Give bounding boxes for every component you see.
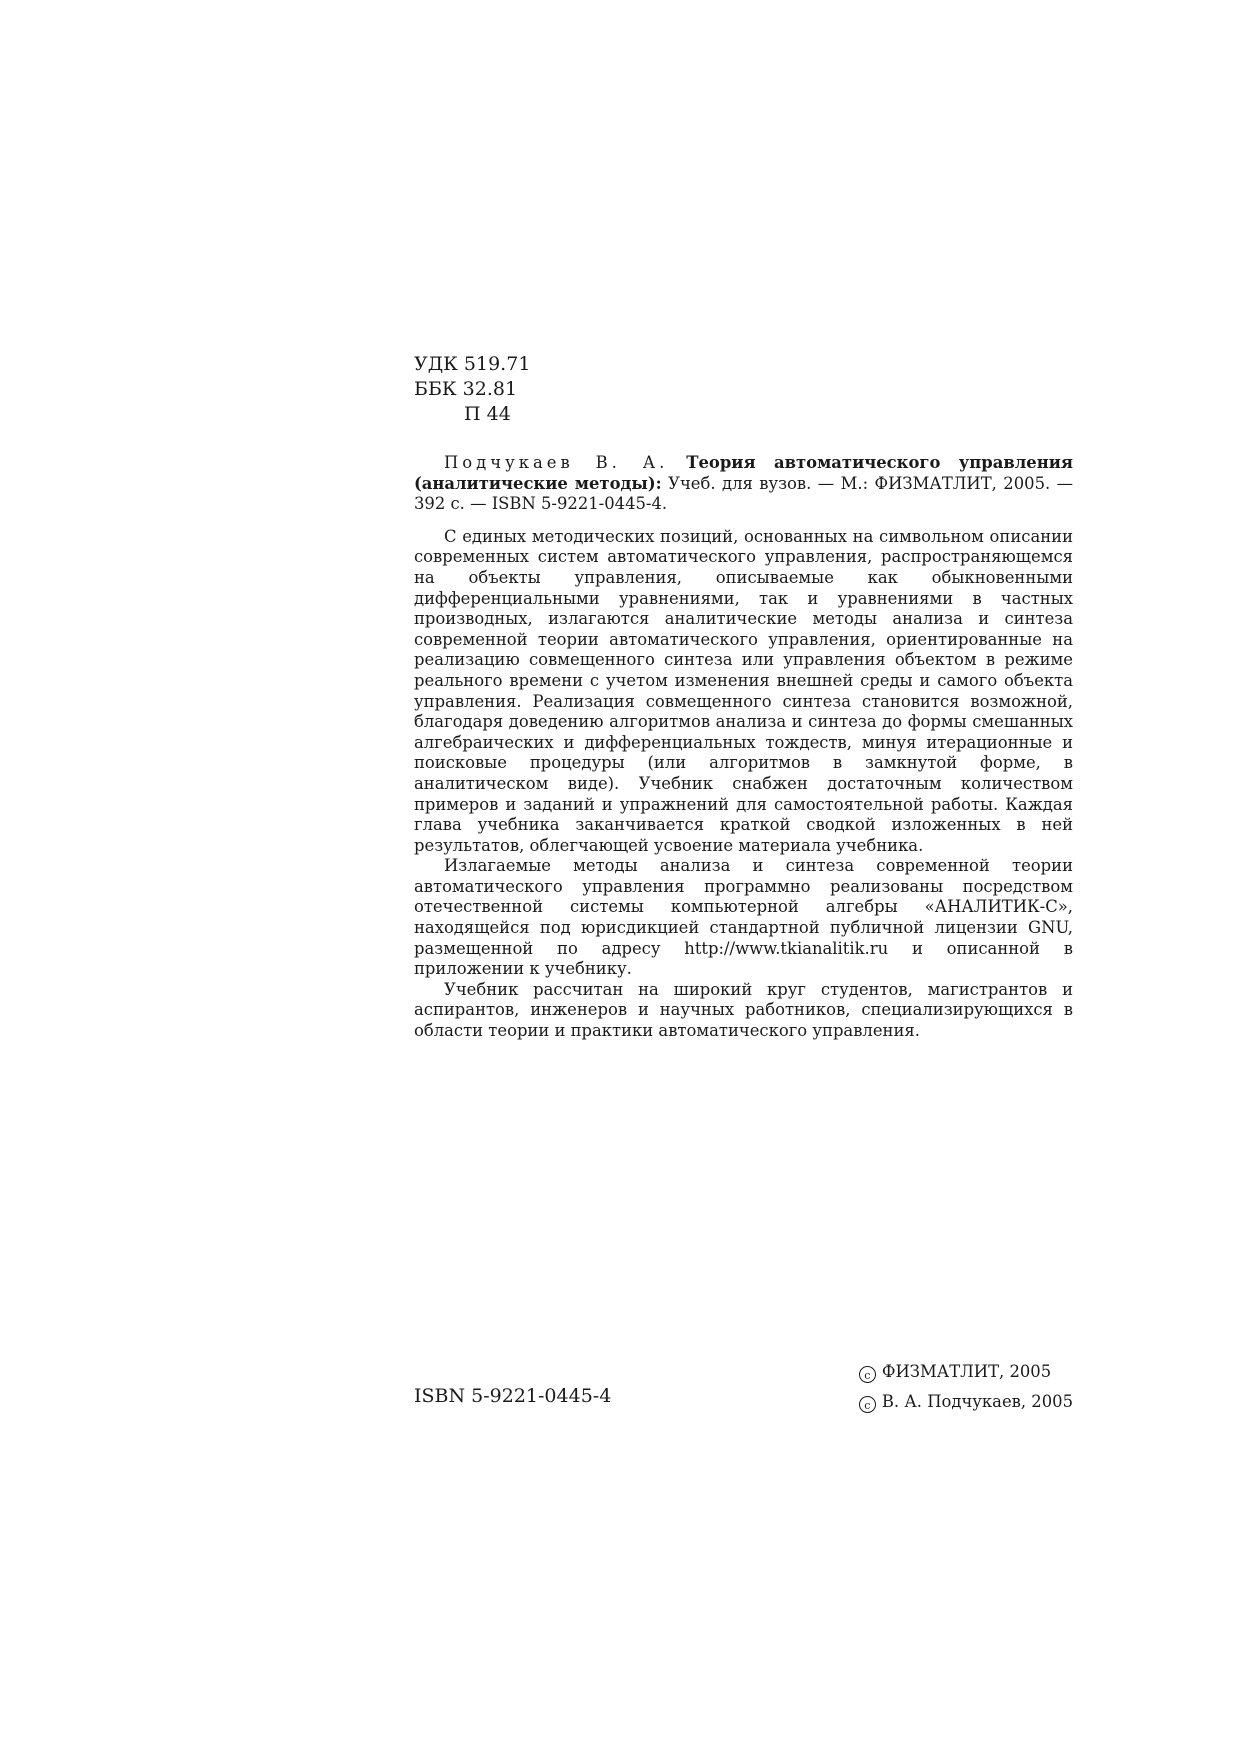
classification-block bbox=[414, 352, 530, 427]
bibliographic-entry bbox=[414, 453, 1073, 515]
copyright-publisher-text: ФИЗМАТЛИТ, 2005 bbox=[881, 1362, 1052, 1381]
isbn-footer: ISBN 5-9221-0445-4 bbox=[414, 1385, 612, 1407]
annotation-paragraph: Излагаемые методы анализа и синтеза современной теории автоматического управления программно реализованы посредством отечественной системы компьютерной алгебры «АНАЛИТИК-С», находящейся под юрисдикцией стандартной публичной лицензии GNU, размещенной по адресу http://www.tkianalitik.ru и описанной в приложении к учебнику. bbox=[414, 856, 1073, 979]
annotation-paragraph: С единых методических позиций, основанных на символьном описании современных систем автоматического управления, распространяющемся на объекты управления, описываемые как обыкновенными дифференциальными уравнениями, так и уравнениями в частных производных, излагаются аналитические методы анализа и синтеза современной теории автоматического управления, ориентированные на реализацию совмещенного синтеза или управления объектом в режиме реального времени с учетом изменения внешней среды и самого объекта управления. Реализация совмещенного синтеза становится возможной, благодаря доведению алгоритмов анализа и синтеза до формы смешанных алгебраических и дифференциальных тождеств, минуя итерационные и поисковые процедуры (или алгоритмов в замкнутой форме, в аналитическом виде). Учебник снабжен достаточным количеством примеров и заданий и упражнений для самостоятельной работы. Каждая глава учебника заканчивается краткой сводкой изложенных в ней результатов, облегчающей усвоение материала учебника. bbox=[414, 526, 1073, 855]
biblio-details: Учеб. для вузов. — М.: ФИЗМАТЛИТ, 2005. — 392 с. — ISBN 5-9221-0445-4. bbox=[414, 473, 1074, 514]
author-mark: П 44 bbox=[464, 403, 511, 425]
copyright-publisher bbox=[859, 1357, 1073, 1387]
copyright-icon: c bbox=[859, 1396, 876, 1413]
copyright-block bbox=[859, 1357, 1073, 1417]
biblio-title: Теория автоматического управления (аналитические методы): bbox=[414, 453, 1073, 493]
main-text-block bbox=[414, 453, 1073, 1042]
copyright-icon: c bbox=[859, 1366, 876, 1383]
biblio-author: Подчукаев В. А. bbox=[444, 453, 669, 472]
annotation bbox=[414, 527, 1073, 1042]
bbk-code: ББК 32.81 bbox=[414, 378, 518, 400]
copyright-author-text: В. А. Подчукаев, 2005 bbox=[881, 1392, 1073, 1411]
copyright-author bbox=[859, 1387, 1073, 1417]
udk-code: УДК 519.71 bbox=[414, 353, 531, 375]
annotation-paragraph: Учебник рассчитан на широкий круг студентов, магистрантов и аспирантов, инженеров и научных работников, специализирующихся в области теории и практики автоматического управления. bbox=[414, 979, 1073, 1041]
